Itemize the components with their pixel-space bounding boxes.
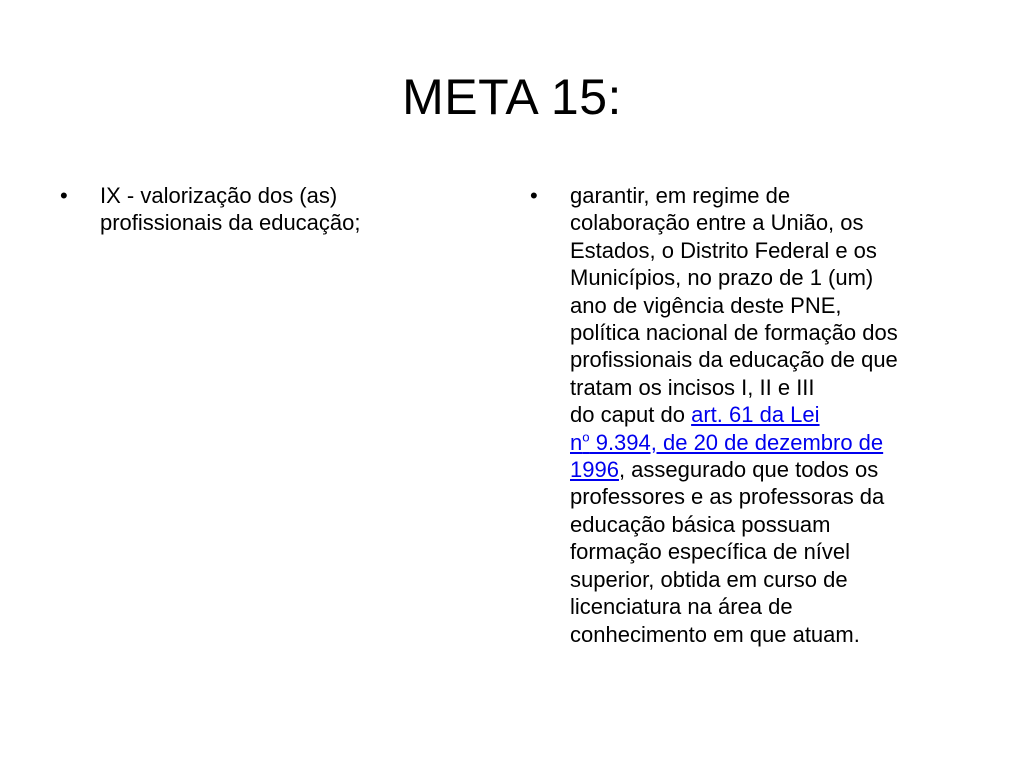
right-column	[530, 182, 970, 648]
slide-title: META 15:	[402, 69, 622, 125]
text-line: garantir, em regime de	[570, 183, 791, 208]
bullet-icon: •	[60, 183, 68, 208]
text-line: educação básica possuam	[570, 511, 831, 537]
list-item	[530, 182, 970, 648]
text-line: professores e as professoras da	[570, 484, 885, 510]
right-bullet-text	[570, 182, 970, 648]
text-line: profissionais da educação de que	[570, 347, 898, 373]
pre-link-text: do caput do	[570, 402, 692, 428]
left-bullet-text: IX - valorização dos (as) profissionais da educação;	[100, 183, 361, 236]
text-line: política nacional de formação dos	[570, 320, 898, 346]
law-link-part2[interactable]: $n^o$ 9.394, de 20 de dezembro de	[570, 429, 884, 455]
law-link-part3[interactable]: 1996	[570, 457, 619, 483]
list-item	[60, 182, 460, 237]
text-line: colaboração entre a União, os	[570, 210, 864, 236]
text-line	[570, 401, 970, 428]
text-line	[570, 456, 970, 483]
text-line: Estados, o Distrito Federal e os	[570, 237, 877, 263]
left-column	[60, 182, 460, 237]
text-line: conhecimento em que atuam.	[570, 621, 860, 647]
text-line: ano de vigência deste PNE,	[570, 292, 842, 318]
post-link-text: , assegurado que todos os	[618, 457, 879, 483]
text-line: licenciatura na área de	[570, 594, 793, 620]
text-line: tratam os incisos I, II e III	[570, 374, 815, 400]
text-line	[570, 429, 970, 456]
text-line: formação específica de nível	[570, 539, 851, 565]
text-line: superior, obtida em curso de	[570, 566, 848, 592]
bullet-icon: •	[530, 183, 538, 208]
text-line: Municípios, no prazo de 1 (um)	[570, 265, 874, 291]
law-link-part1[interactable]: art. 61 da Lei	[691, 402, 820, 428]
